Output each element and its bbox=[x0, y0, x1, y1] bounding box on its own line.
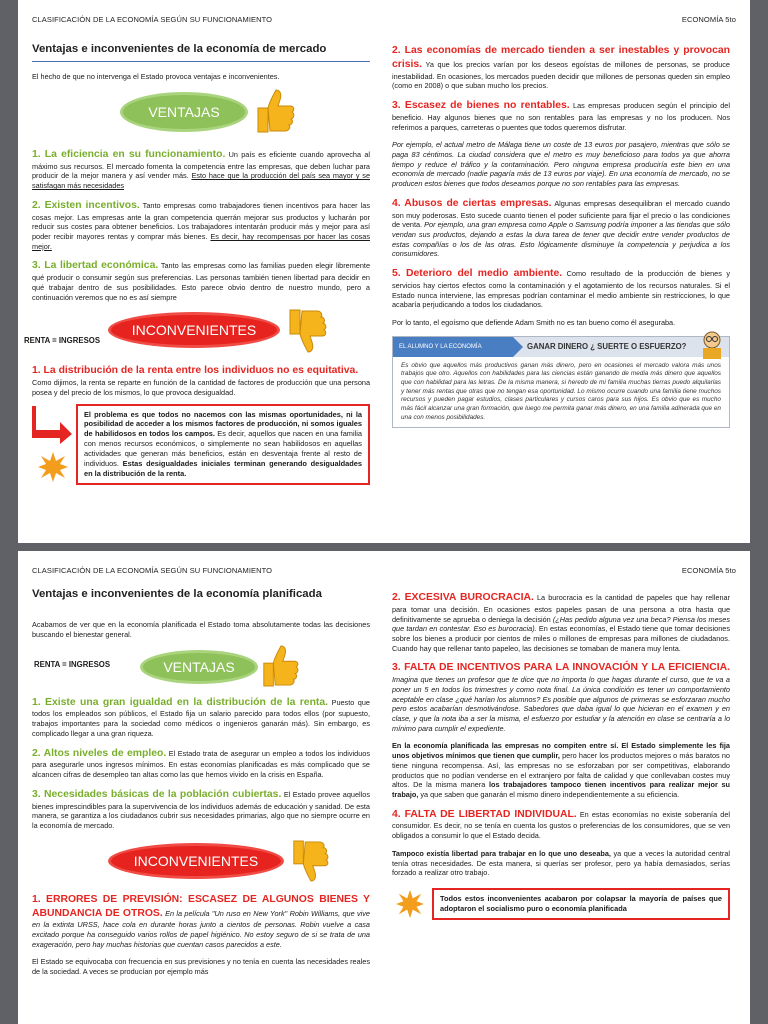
section-title: Ventajas e inconvenientes de la economía planificada bbox=[32, 588, 322, 600]
inconveniente-4-example: Por ejemplo, una gran empresa como Apple o Samsung podría imponer a las tiendas que sólo vendan sus productos, dejando a estas la dura tarea de tener que decidir entre vender productos de estas compañías o los de las otras. Esto lógicamente disminuye la competencia y perjudica a los consumidores. bbox=[392, 220, 730, 259]
page-1 bbox=[18, 0, 750, 543]
inconveniente-4 bbox=[392, 808, 730, 841]
ventaja-1-heading: 1. La eficiencia en su funcionamiento. bbox=[32, 148, 226, 160]
ventaja-1 bbox=[32, 148, 370, 191]
detail-bold: Tampoco existía libertad para trabajar en lo que uno deseaba, bbox=[392, 848, 611, 858]
header-right: ECONOMÍA 5to bbox=[681, 15, 736, 24]
ventaja-1-text: Puesto que todos los empleados son públicos, el Estado fija un salario parecido para todos ellos (por supuesto, trabajos importantes para la sociedad como médicos o ingenieros ganarán más). Sin embargo, es complicado llegar a una gran riqueza. bbox=[32, 697, 370, 738]
intro-text: El hecho de que no intervenga el Estado provoca ventajas e inconvenientes. bbox=[32, 72, 280, 82]
alumno-text: Es obvio que aquellos más productivos ganan más dinero, pero en ocasiones el mercado valora más unos trabajos que otro. Aquellos con habilidades para las ciencias están ganando de media más dinero que aquellos que con habilidad para las letras. De la misma manera, si heredo de mi familia muchas tierras puedo alquilarlas y tener más rentas que otras que no tengan esa oportunidad. Lo mismo ocurre cuando una familia tiene muchos recursos y pueden pagar estudios, clases particulares y cursos caros para sus hijos. Es obvio que es mucho más fácil alcanzar una gran formación, que luego me permita ganar más dinero, en una familia adinerada que en una con menos posibilidades. bbox=[401, 361, 721, 421]
alumno-question: GANAR DINERO ¿ SUERTE O ESFUERZO? bbox=[527, 341, 687, 351]
ventaja-2 bbox=[32, 199, 370, 252]
page-header bbox=[32, 15, 736, 24]
ventaja-2-heading: 2. Altos niveles de empleo. bbox=[32, 747, 167, 759]
arrow-icon bbox=[32, 404, 74, 444]
detail-bold-2: los trabajadores tampoco tienen incentivos para realizar mejor su trabajo, bbox=[392, 780, 730, 799]
header-left: CLASIFICACIÓN DE LA ECONOMÍA SEGÚN SU FUNCIONAMIENTO bbox=[32, 15, 273, 24]
right-column bbox=[392, 44, 730, 428]
inconveniente-4-heading: 4. FALTA DE LIBERTAD INDIVIDUAL. bbox=[392, 808, 577, 820]
desigualdad-box-wrap bbox=[32, 404, 370, 485]
inconveniente-5 bbox=[392, 267, 730, 310]
ventaja-2-underline: Es decir, hay recompensas por hacer las cosas mejor. bbox=[32, 232, 370, 251]
left-column bbox=[32, 587, 370, 985]
thumbs-up-icon bbox=[254, 88, 296, 134]
detail-bold-1: En la economía planificada las empresas no compiten entre sí. El Estado simplemente les fija unos objetivos mínimos que tienen que cumplir, bbox=[392, 741, 730, 761]
starburst-icon bbox=[396, 890, 424, 918]
desigualdad-box bbox=[76, 404, 370, 485]
ventajas-pill: VENTAJAS bbox=[120, 92, 248, 132]
detail-text-2: ya que saben que ganarán el mismo dinero independientemente a su eficiencia. bbox=[418, 789, 680, 799]
inconveniente-4-text: Algunas empresas desequilibran el mercado cuando son muy poderosas. Esto sucede cuanto tienen el poder suficiente para fijar el precio o las condiciones de venta. bbox=[392, 198, 730, 230]
header-right: ECONOMÍA 5to bbox=[681, 566, 736, 575]
ventajas-banner bbox=[32, 648, 370, 688]
inconveniente-1-tail: El Estado se equivocaba con frecuencia en sus previsiones y no tenía en cuenta las necesidades reales de la sociedad. A veces se producían por ejemplo más bbox=[32, 957, 370, 977]
ventaja-1-underline: Esto hace que la producción del país sea mayor y se satisfagan más necesidades bbox=[32, 171, 370, 191]
conclusion-text: Por lo tanto, el egoísmo que defiende Adam Smith no es tan bueno como él aseguraba. bbox=[392, 318, 676, 328]
ventaja-2-text: El Estado trata de asegurar un empleo a todos los individuos para asegurarle unos ingresos mínimos. En estas economías planificadas es más complicado que se alcancen cifras de desempleo tan altas como las que hemos vivido en la crisis en España. bbox=[32, 748, 370, 780]
ventaja-3-text: El Estado provee aquellos bienes imprescindibles para la supervivencia de los individuos además de educación y sanidad. De esta manera, se garantiza a los ciudadanos cubrir sus necesidades primarias, algo que no siempre ocurre en la economía de mercado. bbox=[32, 789, 370, 830]
section-title: Ventajas e inconvenientes de la economía de mercado bbox=[32, 42, 370, 62]
ventajas-pill: VENTAJAS bbox=[140, 650, 258, 684]
inconveniente-1 bbox=[32, 893, 370, 950]
ventaja-1-heading: 1. Existe una gran igualdad en la distribución de la renta. bbox=[32, 696, 329, 708]
ventaja-3 bbox=[32, 259, 370, 302]
colapso-box: Todos estos inconvenientes acabaron por colapsar la mayoría de países que adoptaron el socialismo puro o economía planificada bbox=[432, 888, 730, 920]
inconveniente-4-detail bbox=[392, 849, 730, 878]
inconveniente-1-heading: 1. ERRORES DE PREVISIÓN: ESCASEZ DE ALGUNOS BIENES Y ABUNDANCIA DE OTROS. bbox=[32, 893, 370, 919]
inconveniente-2-heading: 2. EXCESIVA BUROCRACIA. bbox=[392, 592, 534, 603]
inconveniente-3-detail bbox=[392, 741, 730, 799]
detail-text-1: pero hacer los productos mejores o más baratos no tiene ninguna recompensa. Así, las empresas no se esforzaban por ser competitivas, elaborando productos que no podían venderse en el extranjero por falta de calidad y que conllevaban costes muy altos. De la misma manera bbox=[392, 751, 730, 790]
starburst-icon bbox=[38, 452, 68, 482]
inconveniente-4-text: En estas economías no existe soberanía del consumidor. Es decir, no se tenía en cuenta los gustos o preferencias de los consumidores, que se ven obligados a consumir lo que el Estado decida. bbox=[392, 809, 730, 841]
alumno-tag: EL ALUMNO Y LA ECONOMÍA bbox=[393, 337, 513, 357]
inconveniente-2-text: Ya que los precios varían por los deseos egoístas de millones de personas, se produce inestabilidad. En ocasiones, los mercados pueden decidir que millones de personas queden sin empleo (como en 2008) o que suban mucho los precios. bbox=[392, 59, 730, 91]
ventaja-1 bbox=[32, 696, 370, 739]
student-icon bbox=[699, 329, 725, 359]
thumbs-up-icon bbox=[260, 644, 300, 688]
thumbs-down-icon bbox=[290, 839, 330, 883]
ventaja-2 bbox=[32, 747, 370, 780]
alumno-box bbox=[392, 336, 730, 428]
alumno-header bbox=[393, 337, 729, 357]
inconveniente-1-heading: 1. La distribución de la renta entre los individuos no es equitativa. bbox=[32, 365, 359, 377]
inconvenientes-banner bbox=[24, 310, 370, 354]
inconveniente-5-text: Como resultado de la producción de bienes y servicios hay ciertos efectos como la contaminación y el agotamiento de los recursos naturales. Si el Estado nunca interviene, las empresas podrían contaminar el medio ambiente sin restricciones, lo que acabaría perjudicando a todos los ciudadanos. bbox=[392, 269, 730, 310]
inconveniente-4 bbox=[392, 197, 730, 259]
inconveniente-3-example: Por ejemplo, el actual metro de Málaga tiene un coste de 13 euros por pasajero, mientras que sólo se paga 83 céntimos. La ciudad considera que el metro es muy beneficioso para todos ya que ahorra tiempo y reduce el tráfico y la contaminación. Pero ninguna empresa produciría este bien en una economía de mercado (nadie pagaría más de 13 euros por viaje). En una economía de mercado, no se producen estos bienes que todos deseamos porque no son rentables para las empresas. bbox=[392, 140, 730, 189]
page-header bbox=[32, 566, 736, 575]
inconveniente-1-text: Como dijimos, la renta se reparte en función de la cantidad de factores de producción que una persona posea y del precio de los mismos, lo que provoca desigualdad. bbox=[32, 378, 370, 397]
header-left: CLASIFICACIÓN DE LA ECONOMÍA SEGÚN SU FUNCIONAMIENTO bbox=[32, 566, 273, 575]
inconveniente-3-heading: 3. FALTA DE INCENTIVOS PARA LA INNOVACIÓN Y LA EFICIENCIA. bbox=[392, 662, 730, 674]
inconveniente-3-example: Imagina que tienes un profesor que te dice que no importa lo que hagas durante el curso, que te va a poner un 5 en todos los trimestres y como nota final. La única condición es tener un comportamiento aceptable en clase ¿qué harían los alumnos? Es posible que algunos de primeras se esforzaran mucho pero estos acabarían desmotivándose. Sabedores que daba igual lo que hicieran en el examen y en clase, y que la nota iba a ser la misma, el esfuerzo por estudiar y la atención en clase se centraría a lo mínimo para cumplir el expediente. bbox=[392, 675, 730, 733]
intro-text: Acabamos de ver que en la economía planificada el Estado toma absolutamente todas las decisiones buscando el bienestar general. bbox=[32, 620, 370, 639]
box-bold-1: El problema es que todos no nacemos con las mismas oportunidades, ni la posibilidad de acceder a los mismos factores de producción, ni somos iguales de habilidosos en todos los campos. bbox=[84, 409, 362, 439]
inconvenientes-pill: INCONVENIENTES bbox=[108, 843, 284, 879]
renta-label: RENTA = INGRESOS bbox=[24, 336, 101, 346]
box-bold-2: Estas desigualdades iniciales terminan generando desigualdades en la distribución de la renta. bbox=[84, 458, 362, 478]
inconveniente-3 bbox=[392, 661, 730, 733]
inconveniente-3 bbox=[392, 99, 730, 132]
right-column bbox=[392, 591, 730, 920]
left-column bbox=[24, 42, 371, 485]
inconveniente-2 bbox=[392, 591, 730, 653]
ventaja-3-heading: 3. La libertad económica. bbox=[32, 260, 159, 272]
inconveniente-1 bbox=[32, 364, 370, 397]
inconveniente-3-heading: 3. Escasez de bienes no rentables. bbox=[392, 100, 570, 112]
ventaja-3-heading: 3. Necesidades básicas de la población cubiertas. bbox=[32, 788, 282, 800]
inconveniente-3-text: Las empresas producen según el principio del beneficio. Hay algunos bienes que no son rentables para las empresas y no los producen. Nos referimos a parques, carreteras o puentes que todos queremos disfrutar. bbox=[392, 101, 730, 132]
inconveniente-2-text-2: En estas economías, el Estado tiene que tomar decisiones sobre los bienes a producir por cientos de miles o millones de empresas para millones de ciudadanos. Cuando hay que rellenar tanto papeleo, las decisiones se tomaban de manera muy lenta. bbox=[392, 624, 730, 653]
ventaja-3-text: Tanto las empresas como las familias pueden elegir libremente qué producir o consumir según sus preferencias. Las personas también tienen libertad para decidir en qué trabajar dentro de sus posibilidades. Esto parece obvio dentro de nuestro mundo, pero a continuación veremos que no es así siempre bbox=[32, 261, 371, 302]
colapso-box-wrap bbox=[392, 888, 730, 920]
inconveniente-2-example: (¿Has pedido alguna vez una beca? Piensa los meses que tardan en contestar. Eso es burocracia). bbox=[392, 614, 730, 634]
ventaja-1-text: Un país es eficiente cuando aprovecha al máximo sus recursos. El mercado fomenta la competencia entre las empresas, que deben luchar para producir de la mejor manera y así vender más. bbox=[32, 149, 371, 181]
inconvenientes-pill: INCONVENIENTES bbox=[108, 312, 280, 348]
box-text-1: Es decir, aquellos que nacen en una familia con menos recursos económicos, o simplemente no sean habilidosos en aquellas actividades que generan más beneficios, están en desventaja frente al resto de individuos. bbox=[84, 429, 362, 468]
page-2 bbox=[18, 551, 750, 1024]
inconveniente-5-heading: 5. Deterioro del medio ambiente. bbox=[392, 268, 563, 280]
inconveniente-2-heading: 2. Las economías de mercado tienden a ser inestables y provocan crisis. bbox=[392, 45, 730, 70]
detail-text: ya que a veces la autoridad central tenía otras necesidades. De esta manera, si querías ser profesor, pero ya había demasiados, serías forzado a realizar otro trabajo. bbox=[392, 848, 731, 878]
renta-label: RENTA = INGRESOS bbox=[34, 659, 111, 669]
inconveniente-4-heading: 4. Abusos de ciertas empresas. bbox=[392, 197, 552, 209]
ventaja-3 bbox=[32, 788, 370, 831]
ventaja-2-text: Tanto empresas como trabajadores tienen incentivos para hacer las cosas mejor. Las empresas ante la gran competencia querrán mejorar sus productos y lucharán por reducir sus costes para obtener beneficios. Los trabajadores intentarán producir más y mejor para así poder recibir mayores rentas y comprar más bienes. bbox=[32, 200, 370, 242]
inconveniente-1-example: En la película "Un ruso en New York" Robin Williams, que vive en la extinta URSS, hace cola en durante horas junto a cientos de personas. Robin vuelve a casa excitado porque ha conseguido varios rollos de papel higiénico. No estoy seguro de si se trata de una exageración, pero hay muchas historias que cuentan casos parecidos a este. bbox=[32, 908, 370, 949]
inconvenientes-banner bbox=[32, 839, 370, 883]
inconveniente-2 bbox=[392, 44, 730, 91]
ventaja-2-heading: 2. Existen incentivos. bbox=[32, 199, 140, 211]
inconveniente-2-text: La burocracia es la cantidad de papeles que hay rellenar para tomar una decisión. En ocasiones estos papeles pasan de una persona a otra hasta que definitivamente se aprueba o deniega la decisión bbox=[392, 593, 731, 624]
thumbs-down-icon bbox=[286, 308, 328, 354]
ventajas-banner bbox=[32, 90, 370, 138]
